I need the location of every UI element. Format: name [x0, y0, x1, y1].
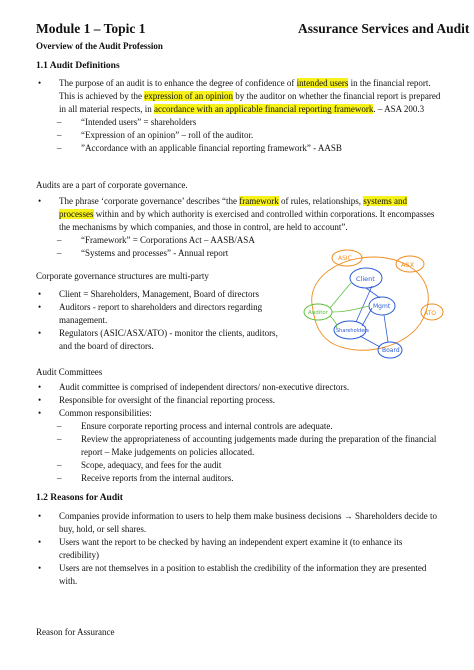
sketch-label-asic: ASIC — [338, 255, 352, 262]
list-item: • The purpose of an audit is to enhance the degree of confidence of intended users in the financial report. This is achieved by the expression of an opinion by the auditor on whether the financial report is prepared in all material respects, in accordance with an applicable financial reporting framework. – ASA 200.3 — [36, 77, 441, 116]
audit-definitions-block — [36, 77, 441, 155]
highlight-framework-accordance: accordance with an applicable financial reporting framework — [153, 104, 374, 114]
committees-block — [36, 381, 441, 485]
list-item: • Responsible for oversight of the financial reporting process. — [36, 394, 441, 407]
multiparty-intro: Corporate governance structures are multi-party — [36, 271, 209, 281]
list-item: – “Systems and processes” - Annual report — [36, 247, 441, 260]
list-item: – Ensure corporate reporting process and internal controls are adequate. — [36, 420, 441, 433]
sketch-label-ato: ATO — [424, 310, 437, 317]
governance-sketch — [300, 246, 448, 361]
highlight-framework: framework — [239, 196, 279, 206]
list-item: • Client = Shareholders, Management, Board of directors — [36, 288, 288, 301]
list-item: – Receive reports from the internal auditors. — [36, 472, 441, 485]
subject-title: Assurance Services and Audit — [298, 21, 470, 36]
list-item: – Scope, adequacy, and fees for the audit — [36, 459, 441, 472]
list-item: – “Framework” = Corporations Act – AASB/ASA — [36, 234, 441, 247]
regulators-loop — [312, 257, 429, 350]
highlight-systems-processes: systems and processes — [59, 196, 407, 219]
list-item: – “Expression of an opinion” – roll of the auditor. — [36, 129, 441, 142]
sketch-label-client: Client — [356, 275, 375, 283]
sketch-label-shareholders: Shareholders — [336, 328, 369, 334]
arrow-icon: → — [343, 511, 353, 521]
list-item: • Regulators (ASIC/ASX/ATO) - monitor the clients, auditors, and the board of directors. — [36, 327, 288, 353]
governance-intro: Audits are a part of corporate governance. — [36, 180, 188, 190]
sketch-label-mgmt: Mgmt — [373, 303, 391, 310]
multiparty-block — [36, 288, 288, 353]
footer-heading: Reason for Assurance — [36, 627, 115, 637]
sketch-label-asx: ASX — [401, 261, 415, 269]
client-links — [356, 286, 388, 347]
sketch-label-auditor: Auditor — [308, 310, 329, 316]
list-item: • Companies provide information to users to help them make business decisions → Shareholders decide to buy, hold, or sell shares. — [36, 510, 441, 536]
highlight-expression-opinion: expression of an opinion — [144, 91, 233, 101]
list-item: • The phrase ‘corporate governance’ describes “the framework of rules, relationships, systems and processes within and by which authority is exercised and controlled within corporations. It encompasses the mechanisms by which companies, and those in control, are held to account”. — [36, 195, 441, 234]
list-item: – Review the appropriateness of accounting judgements made during the preparation of the financial report – Make judgements on policies allocated. — [36, 433, 441, 459]
list-item: • Users want the report to be checked by having an independent expert examine it (to enhance its credibility) — [36, 536, 441, 562]
list-item: • Users are not themselves in a position to establish the credibility of the information they are presented with. — [36, 562, 441, 588]
section-heading-1-1: 1.1 Audit Definitions — [36, 61, 120, 71]
highlight-intended-users: intended users — [296, 78, 349, 88]
module-title: Module 1 – Topic 1 — [36, 21, 146, 36]
reasons-block — [36, 510, 441, 588]
committees-title: Audit Committees — [36, 367, 103, 377]
list-item: • Common responsibilities: — [36, 407, 441, 420]
list-item: • Audit committee is comprised of independent directors/ non-executive directors. — [36, 381, 441, 394]
page-subtitle: Overview of the Audit Profession — [36, 41, 163, 51]
section-heading-1-2: 1.2 Reasons for Audit — [36, 493, 123, 503]
sketch-label-board: Board — [382, 347, 400, 354]
list-item: – ”Accordance with an applicable financial reporting framework” - AASB — [36, 142, 441, 155]
list-item: – “Intended users” = shareholders — [36, 116, 441, 129]
list-item: • Auditors - report to shareholders and directors regarding management. — [36, 301, 288, 327]
